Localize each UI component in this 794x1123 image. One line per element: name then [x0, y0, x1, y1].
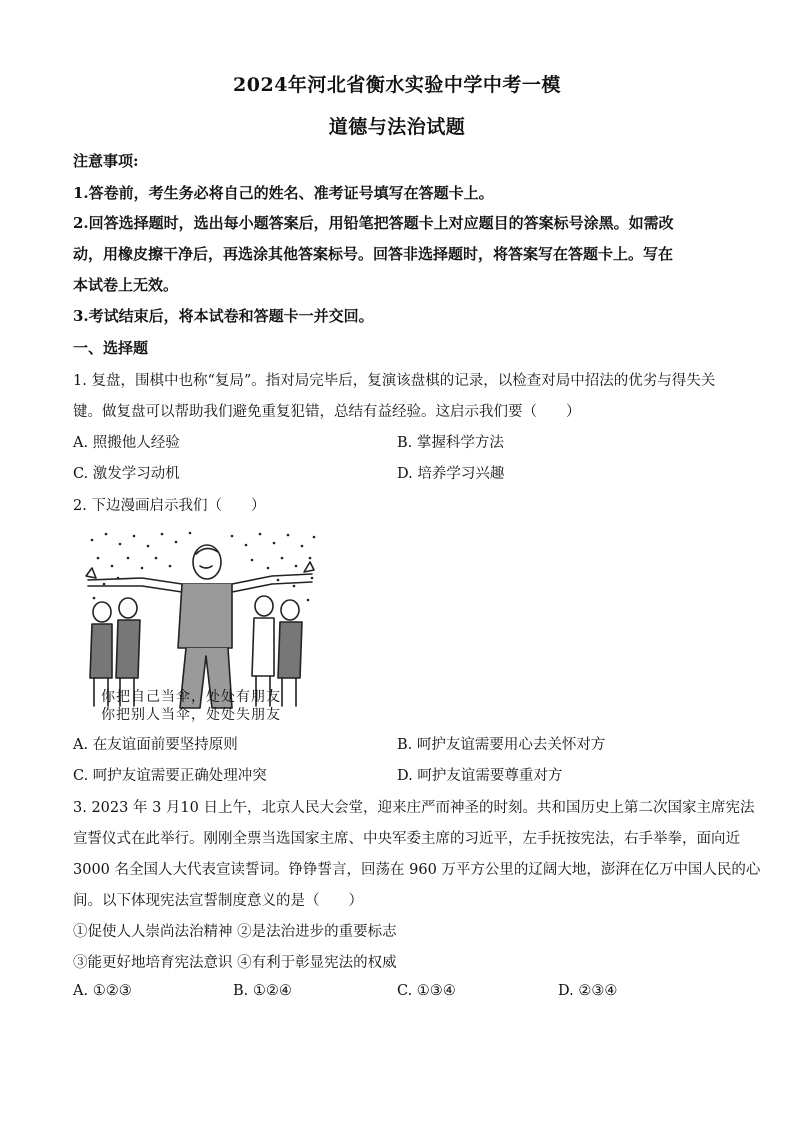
notice-item-2-line-2: 动，用橡皮擦干净后，再选涂其他答案标号。回答非选择题时，将答案写在答题卡上。写在	[73, 245, 674, 263]
question-3-option-c: C. ①③④	[397, 983, 456, 999]
exam-subtitle: 道德与法治试题	[328, 116, 466, 138]
question-2-option-b: B. 呵护友谊需要用心去关怀对方	[397, 737, 606, 753]
question-3-line-2: 宣誓仪式在此举行。刚刚全票当选国家主席、中央军委主席的习近平，左手抚按宪法，右手举拳，面向近	[73, 831, 740, 847]
notice-item-2-line-3: 本试卷上无效。	[73, 276, 179, 294]
question-3-option-a: A. ①②③	[73, 983, 132, 999]
cartoon-caption-line-1: 你把自己当伞，处处有朋友	[101, 689, 281, 705]
question-3-option-d: D. ②③④	[558, 983, 618, 999]
question-3-line-1: 3. 2023 年 3 月10 日上午，北京人民大会堂，迎来庄严而神圣的时刻。共和国历史上第二次国家主席宪法	[73, 800, 755, 816]
question-1-line-1: 1. 复盘，围棋中也称“复局”。指对局完毕后，复演该盘棋的记录，以检查对局中招法的优劣与得失关	[73, 373, 716, 389]
question-3-line-4: 间。以下体现宪法宣誓制度意义的是（ ）	[73, 893, 363, 909]
notice-item-1: 1.答卷前，考生务必将自己的姓名、准考证号填写在答题卡上。	[73, 184, 494, 202]
notice-item-2-line-1: 2.回答选择题时，选出每小题答案后，用铅笔把答题卡上对应题目的答案标号涂黑。如需改	[73, 214, 674, 232]
question-2-option-c: C. 呵护友谊需要正确处理冲突	[73, 768, 267, 784]
question-1-option-c: C. 激发学习动机	[73, 466, 180, 482]
question-1-option-b: B. 掌握科学方法	[397, 435, 504, 451]
question-2-stem: 2. 下边漫画启示我们（ ）	[73, 498, 266, 514]
cartoon-caption-line-2: 你把别人当伞，处处失朋友	[101, 707, 281, 723]
exam-title: 2024年河北省衡水实验中学中考一模	[233, 74, 561, 96]
question-2-option-a: A. 在友谊面前要坚持原则	[73, 737, 238, 753]
question-3-option-b: B. ①②④	[233, 983, 292, 999]
question-1-option-d: D. 培养学习兴趣	[397, 466, 505, 482]
section-heading: 一、选择题	[73, 339, 149, 357]
question-2-option-d: D. 呵护友谊需要尊重对方	[397, 768, 563, 784]
question-3-statements-1: ①促使人人崇尚法治精神 ②是法治进步的重要标志	[73, 924, 397, 940]
question-1-option-a: A. 照搬他人经验	[73, 435, 180, 451]
notice-item-3: 3.考试结束后，将本试卷和答题卡一并交回。	[73, 307, 374, 325]
notice-heading: 注意事项:	[73, 152, 139, 170]
question-3-line-3: 3000 名全国人大代表宣读誓词。铮铮誓言，回荡在 960 万平方公里的辽阔大地，澎湃在亿万中国人民的心	[73, 862, 761, 878]
question-1-line-2: 键。做复盘可以帮助我们避免重复犯错，总结有益经验。这启示我们要（ ）	[73, 404, 581, 420]
question-3-statements-2: ③能更好地培育宪法意识 ④有利于彰显宪法的权威	[73, 955, 397, 971]
